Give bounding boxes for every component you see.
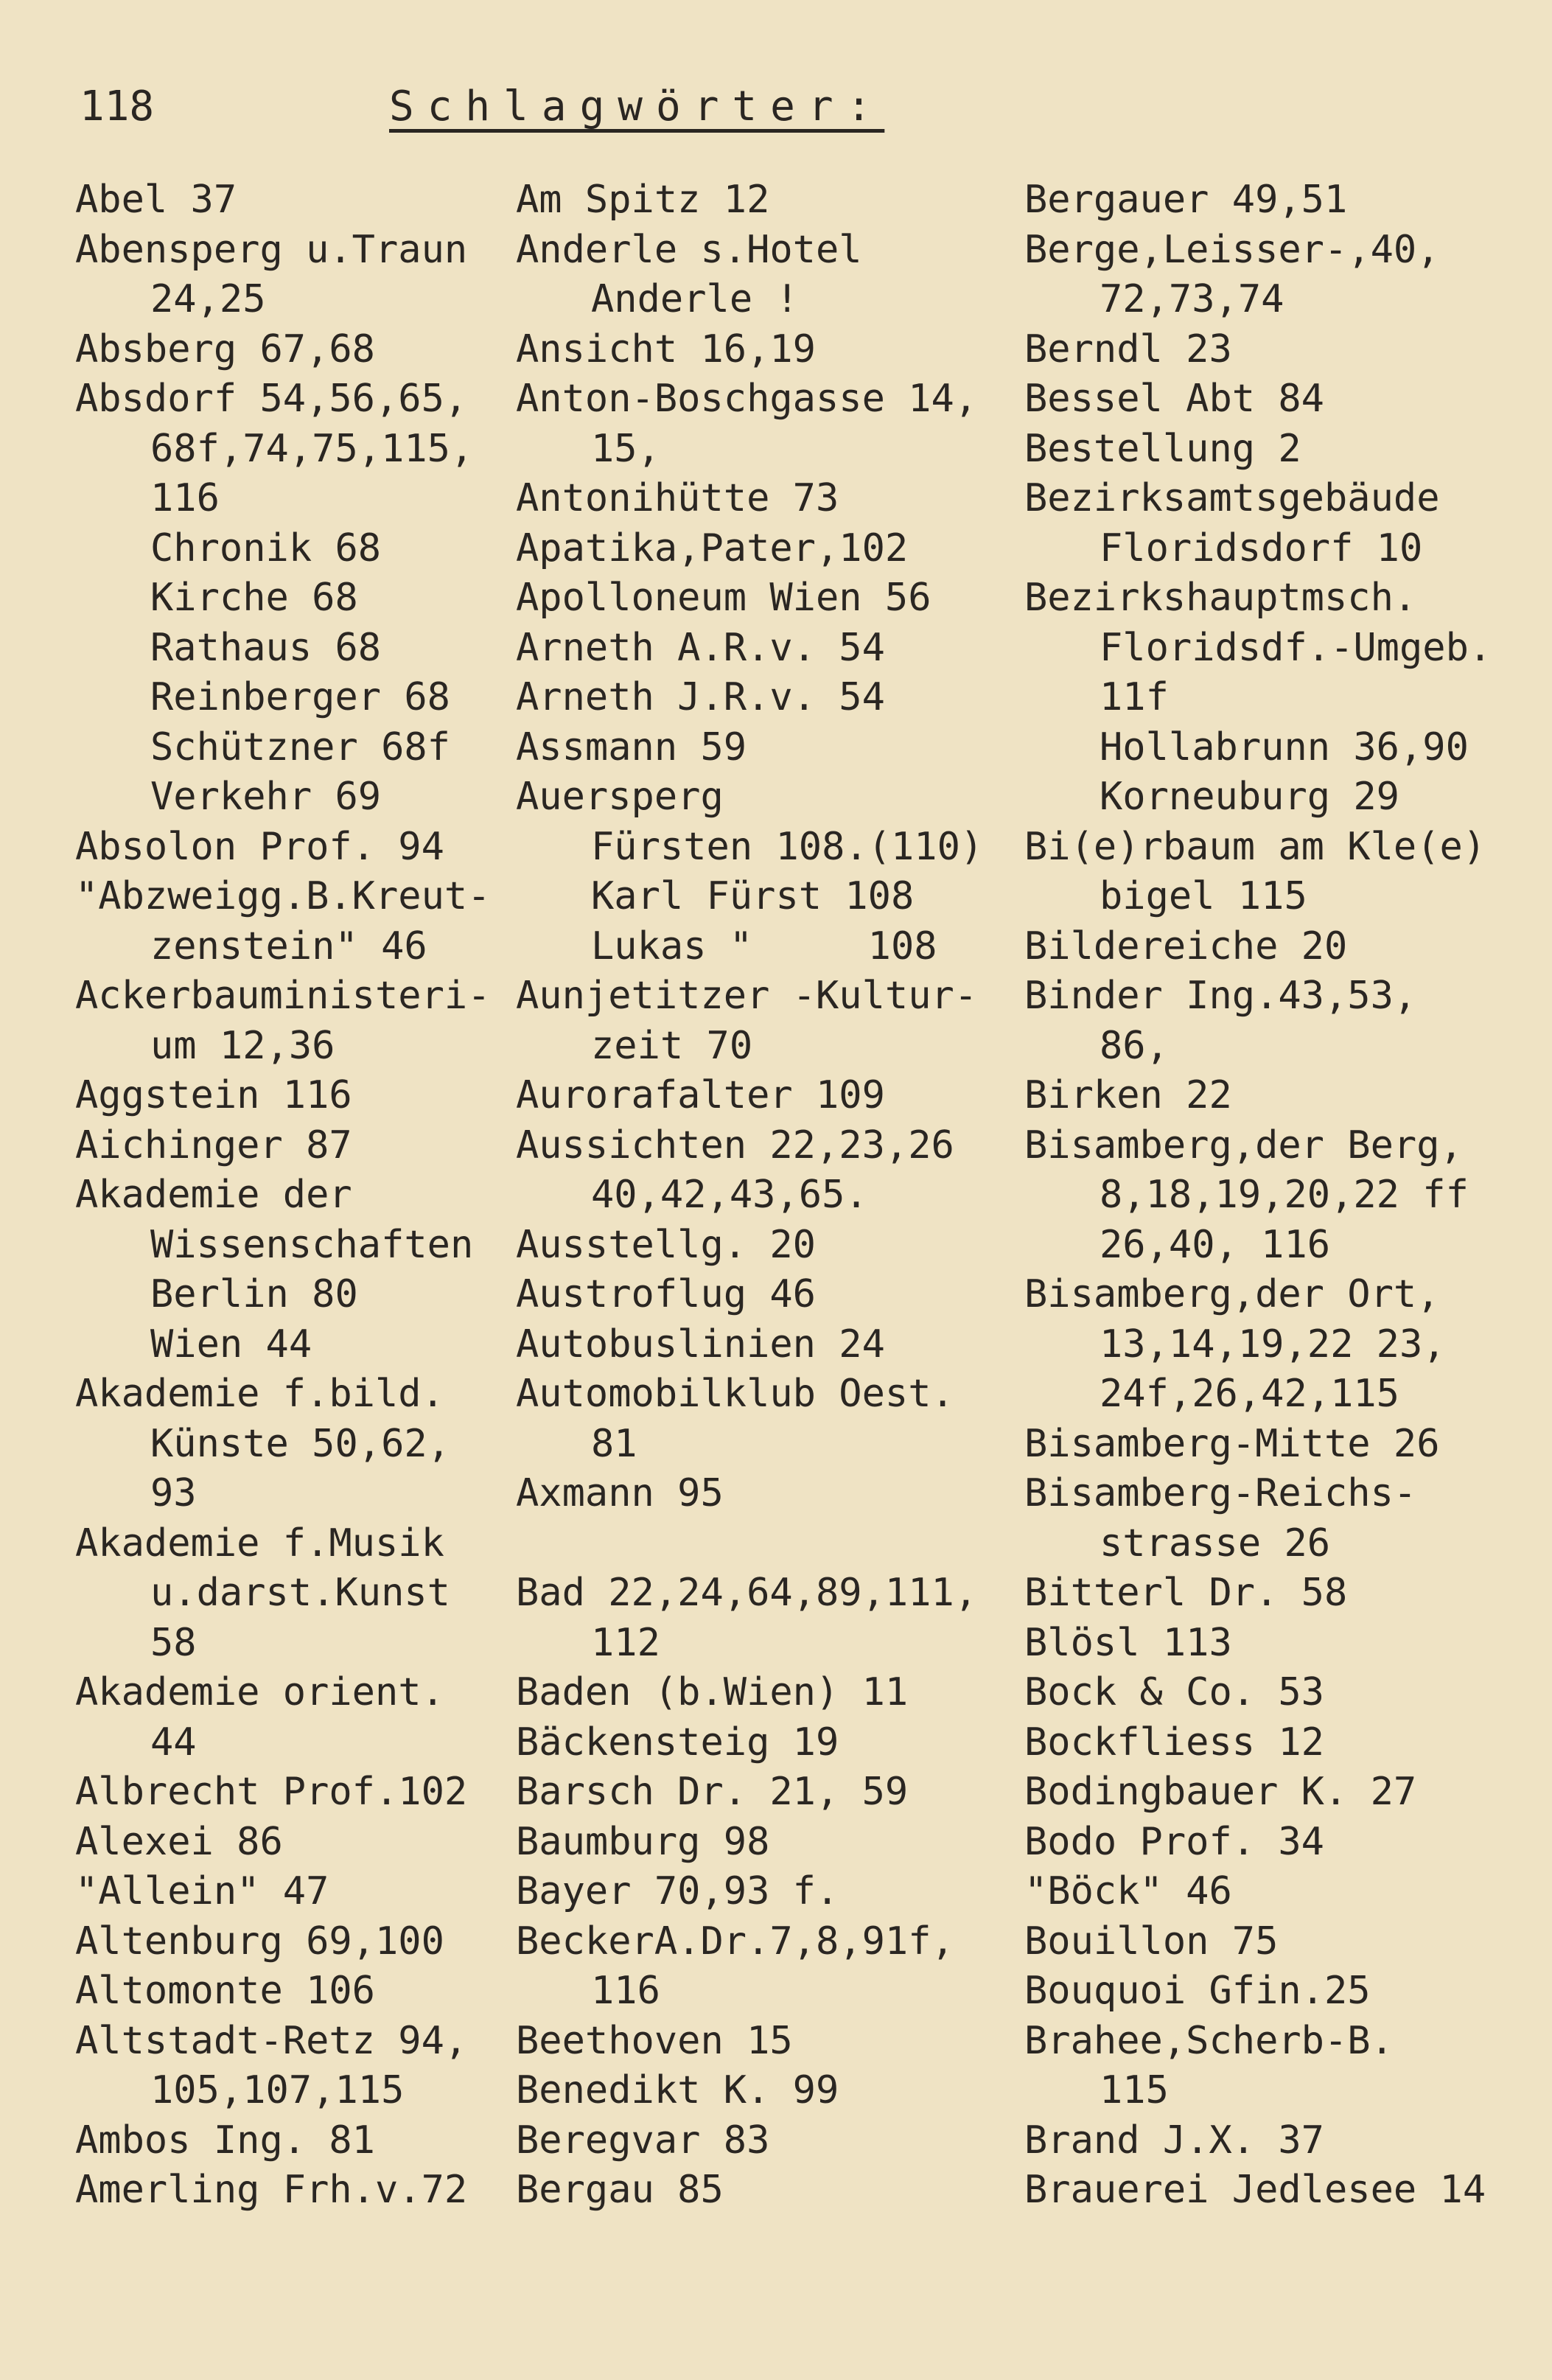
index-entry-line: Absberg 67,68	[75, 327, 375, 371]
index-entry-line: Korneuburg 29	[1100, 775, 1399, 819]
index-entry-line: Am Spitz 12	[516, 178, 770, 222]
index-entry-line: "Abzweigg.B.Kreut-	[75, 874, 491, 918]
index-entry-line: Bildereiche 20	[1024, 924, 1348, 969]
index-entry-line: Verkehr 69	[150, 775, 382, 819]
index-entry-line: 24f,26,42,115	[1100, 1372, 1399, 1416]
index-entry-line: u.darst.Kunst	[150, 1571, 450, 1615]
index-entry-line: Apolloneum Wien 56	[516, 576, 931, 620]
index-entry-line: Aussichten 22,23,26	[516, 1123, 954, 1168]
index-entry-line: Bisamberg-Reichs-	[1024, 1471, 1417, 1515]
index-entry-line: Birken 22	[1024, 1073, 1232, 1117]
index-entry-line: Anderle !	[591, 277, 799, 321]
index-entry-line: zenstein" 46	[150, 924, 427, 969]
index-entry-line: Bestellung 2	[1024, 426, 1301, 471]
index-entry-line: Benedikt K. 99	[516, 2068, 839, 2112]
index-entry-line: 86,	[1100, 1023, 1169, 1068]
index-entry-line: Abensperg u.Traun	[75, 227, 468, 272]
index-entry-line: Akademie f.bild.	[75, 1372, 444, 1416]
index-entry-line: Aichinger 87	[75, 1123, 352, 1168]
index-entry-line: Bergauer 49,51	[1024, 178, 1348, 222]
index-entry-line: Baumburg 98	[516, 1819, 770, 1864]
index-entry-line: 116	[591, 1969, 660, 2013]
index-entry-line: 93	[150, 1471, 197, 1515]
index-entry-line: 15,	[591, 426, 660, 471]
index-entry-line: Apatika,Pater,102	[516, 526, 909, 570]
index-entry-line: Rathaus 68	[150, 625, 382, 670]
index-entry-line: Altstadt-Retz 94,	[75, 2018, 468, 2063]
index-entry-line: Bitterl Dr. 58	[1024, 1571, 1348, 1615]
index-entry-line: Beregvar 83	[516, 2118, 770, 2163]
index-entry-line: Wissenschaften	[150, 1222, 474, 1267]
index-entry-line: Anton-Boschgasse 14,	[516, 377, 978, 421]
index-entry-line: Bezirkshauptmsch.	[1024, 576, 1417, 620]
index-entry-line: Wien 44	[150, 1322, 312, 1367]
index-entry-line: Arneth J.R.v. 54	[516, 675, 885, 719]
index-entry-line: Bodo Prof. 34	[1024, 1819, 1324, 1864]
index-entry-line: Reinberger 68	[150, 675, 450, 719]
index-entry-line: Ambos Ing. 81	[75, 2118, 375, 2163]
index-entry-line: Bodingbauer K. 27	[1024, 1770, 1417, 1814]
index-entry-line: 8,18,19,20,22 ff	[1100, 1173, 1469, 1217]
index-entry-line: Bouquoi Gfin.25	[1024, 1969, 1371, 2013]
index-entry-line: Schützner 68f	[150, 725, 450, 770]
index-entry-line: 116	[150, 476, 220, 520]
index-entry-line: Arneth A.R.v. 54	[516, 625, 885, 670]
index-entry-line: Berlin 80	[150, 1272, 358, 1316]
index-entry-line: Binder Ing.43,53,	[1024, 974, 1417, 1018]
index-entry-line: 11f	[1100, 675, 1169, 719]
index-entry-line: 112	[591, 1620, 660, 1665]
index-entry-line: "Böck" 46	[1024, 1869, 1232, 1913]
index-entry-line: Akademie f.Musik	[75, 1521, 444, 1566]
index-entry-line: Bad 22,24,64,89,111,	[516, 1571, 978, 1615]
index-entry-line: Bi(e)rbaum am Kle(e)	[1024, 824, 1486, 869]
index-entry-line: Assmann 59	[516, 725, 747, 770]
index-entry-line: Fürsten 108.(110)	[591, 824, 984, 869]
index-entry-line: 115	[1100, 2068, 1169, 2112]
index-entry-line: Bisamberg,der Ort,	[1024, 1272, 1440, 1316]
index-entry-line: Automobilklub Oest.	[516, 1372, 954, 1416]
index-entry-line: Kirche 68	[150, 576, 358, 620]
index-entry-line: 13,14,19,22 23,	[1100, 1322, 1446, 1367]
index-entry-line: Bäckensteig 19	[516, 1720, 839, 1765]
index-entry-line: Berndl 23	[1024, 327, 1232, 371]
index-entry-line: Axmann 95	[516, 1471, 724, 1515]
index-entry-line: Bisamberg-Mitte 26	[1024, 1421, 1440, 1466]
index-entry-line: Brahee,Scherb-B.	[1024, 2018, 1394, 2063]
index-entry-line: 44	[150, 1720, 197, 1765]
index-entry-line: Bock & Co. 53	[1024, 1670, 1324, 1714]
index-entry-line: 58	[150, 1620, 197, 1665]
index-entry-line: Anderle s.Hotel	[516, 227, 862, 272]
index-entry-line: Ackerbauministeri-	[75, 974, 491, 1018]
index-entry-line: Akademie orient.	[75, 1670, 444, 1714]
index-entry-line: Antonihütte 73	[516, 476, 839, 520]
index-column-1	[75, 175, 510, 2216]
index-entry-line: Beethoven 15	[516, 2018, 793, 2063]
index-entry-line: Autobuslinien 24	[516, 1322, 885, 1367]
index-entry-line: Aggstein 116	[75, 1073, 352, 1117]
index-entry-line: Bayer 70,93 f.	[516, 1869, 839, 1913]
index-entry-line: Barsch Dr. 21, 59	[516, 1770, 909, 1814]
index-entry-line: 40,42,43,65.	[591, 1173, 868, 1217]
index-entry-line: Bezirksamtsgebäude	[1024, 476, 1440, 520]
blank-line	[516, 1519, 1017, 1569]
index-entry-line: Berge,Leisser-,40,	[1024, 227, 1440, 272]
index-entry-line: 72,73,74	[1100, 277, 1284, 321]
index-entry-line: Bergau 85	[516, 2168, 724, 2212]
index-entry-line: Aurorafalter 109	[516, 1073, 885, 1117]
index-entry-line: Blösl 113	[1024, 1620, 1232, 1665]
index-entry-line: Karl Fürst 108	[591, 874, 915, 918]
index-entry-line: Auersperg	[516, 775, 724, 819]
index-entry-line: Altenburg 69,100	[75, 1919, 444, 1964]
index-entry-line: Künste 50,62,	[150, 1421, 450, 1466]
index-entry-line: Baden (b.Wien) 11	[516, 1670, 909, 1714]
index-entry-line: um 12,36	[150, 1023, 335, 1068]
index-entry-line: Ansicht 16,19	[516, 327, 816, 371]
index-entry-line: Lukas " 108	[591, 924, 937, 969]
index-entry-line: Akademie der	[75, 1173, 352, 1217]
index-entry-line: Bockfliess 12	[1024, 1720, 1324, 1765]
index-entry-line: strasse 26	[1100, 1521, 1331, 1566]
index-entry-line: bigel 115	[1100, 874, 1307, 918]
index-entry-line: Aunjetitzer -Kultur-	[516, 974, 978, 1018]
page-number: 118	[80, 83, 155, 130]
index-entry-line: Absdorf 54,56,65,	[75, 377, 468, 421]
index-entry-line: Abel 37	[75, 178, 237, 222]
index-entry-line: Alexei 86	[75, 1819, 283, 1864]
index-entry-line: 81	[591, 1421, 637, 1466]
index-entry-line: Austroflug 46	[516, 1272, 816, 1316]
index-entry-line: Bessel Abt 84	[1024, 377, 1324, 421]
page-title: Schlagwörter:	[389, 83, 885, 130]
index-entry-line: Chronik 68	[150, 526, 382, 570]
index-entry-line: BeckerA.Dr.7,8,91f,	[516, 1919, 954, 1964]
index-entry-line: Amerling Frh.v.72	[75, 2168, 468, 2212]
index-entry-line: Altomonte 106	[75, 1969, 375, 2013]
index-entry-line: Brauerei Jedlesee 14	[1024, 2168, 1486, 2212]
index-entry-line: 24,25	[150, 277, 266, 321]
index-entry-line: Absolon Prof. 94	[75, 824, 444, 869]
index-entry-line: Brand J.X. 37	[1024, 2118, 1324, 2163]
index-entry-line: 26,40, 116	[1100, 1222, 1331, 1267]
index-entry-line: Albrecht Prof.102	[75, 1770, 468, 1814]
index-entry-line: Floridsdf.-Umgeb.	[1100, 625, 1492, 670]
index-entry-line: zeit 70	[591, 1023, 753, 1068]
index-entry-line: 68f,74,75,115,	[150, 426, 474, 471]
index-entry-line: Bisamberg,der Berg,	[1024, 1123, 1463, 1168]
index-entry-line: Floridsdorf 10	[1100, 526, 1423, 570]
index-column-2	[516, 175, 1017, 2216]
index-column-3	[1024, 175, 1533, 2216]
index-entry-line: "Allein" 47	[75, 1869, 329, 1913]
index-entry-line: Hollabrunn 36,90	[1100, 725, 1469, 770]
index-entry-line: Bouillon 75	[1024, 1919, 1279, 1964]
index-entry-line: 105,107,115	[150, 2068, 405, 2112]
index-entry-line: Ausstellg. 20	[516, 1222, 816, 1267]
